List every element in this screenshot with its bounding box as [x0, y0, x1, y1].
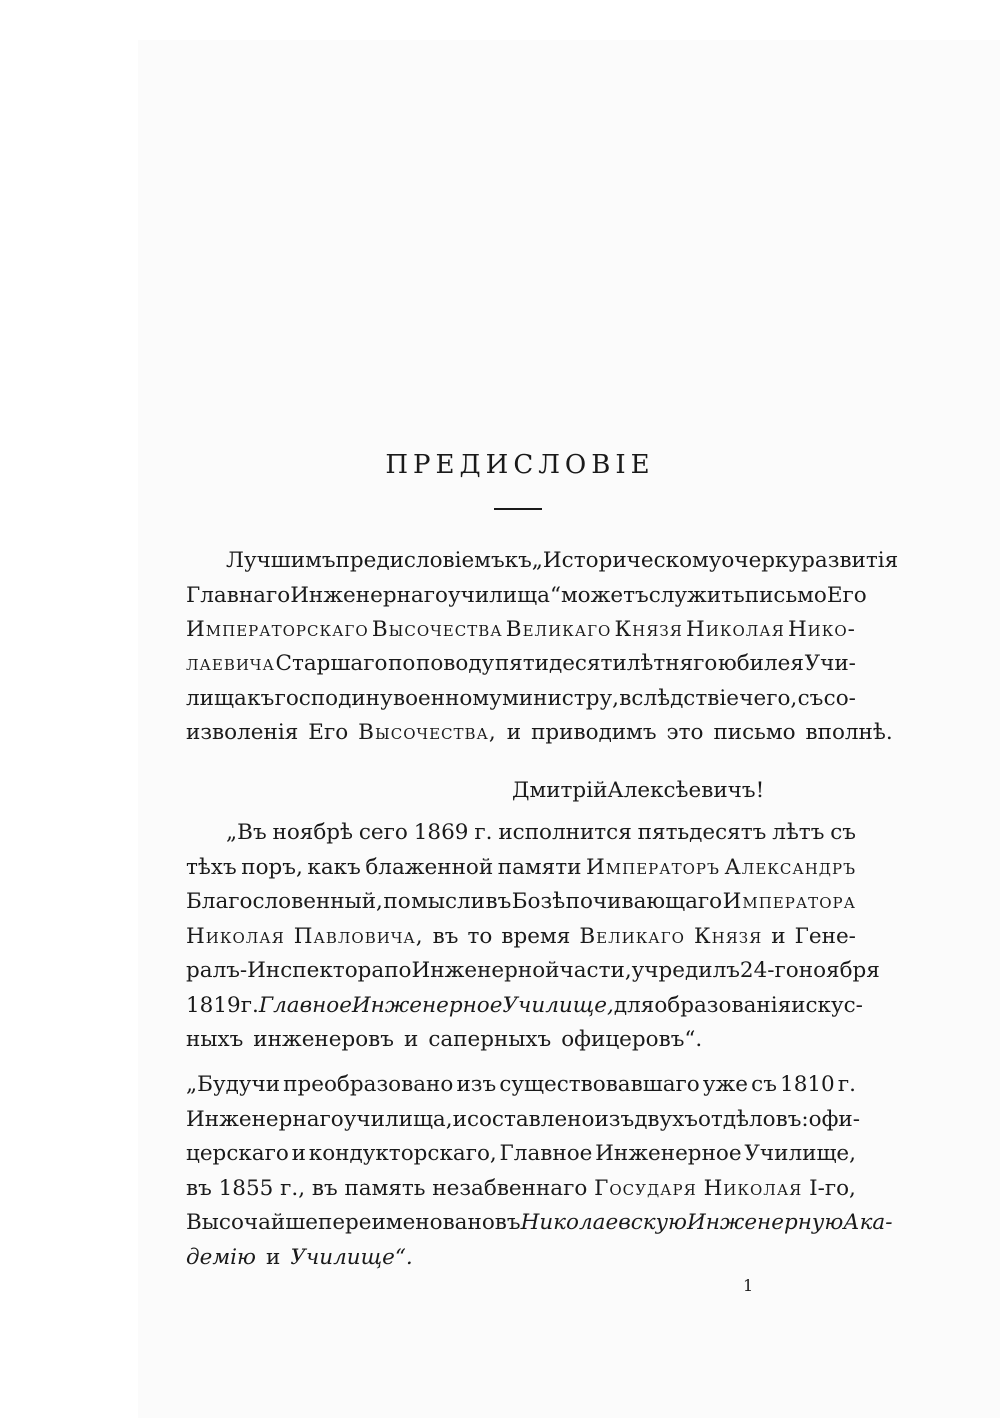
word: по: [384, 958, 412, 983]
text-line: [226, 820, 856, 846]
text-line: [186, 924, 856, 950]
word: господину: [274, 686, 393, 711]
word: саперныхъ: [428, 1027, 552, 1052]
word: Училище“.: [290, 1245, 413, 1270]
word: Главное: [499, 1141, 593, 1166]
word: къ: [247, 686, 275, 711]
word: Ака-: [843, 1210, 893, 1235]
word: Учи-: [804, 651, 856, 676]
text-line: [186, 958, 880, 984]
word: Главное: [258, 993, 352, 1018]
word: „Въ: [226, 820, 267, 845]
word: Князя: [614, 617, 683, 642]
word: очерку: [721, 548, 802, 573]
word: ралъ-Инспектора: [186, 958, 385, 983]
word: 1855: [218, 1176, 274, 1201]
word: сего: [358, 820, 408, 845]
text-line: [186, 889, 856, 915]
word: г.: [474, 820, 493, 845]
word: Инженерную: [686, 1210, 844, 1235]
word: преобразовано: [283, 1072, 454, 1097]
word: ноября: [798, 958, 880, 983]
text-line: [186, 1107, 861, 1133]
word: поръ,: [241, 855, 303, 880]
word: письмо: [713, 720, 796, 745]
word: блаженной: [365, 855, 494, 880]
word: изволенія: [186, 720, 299, 745]
word: служить: [648, 583, 745, 608]
word: Дмитрій: [512, 778, 608, 803]
word: Училище,: [502, 993, 614, 1018]
word: Николая: [686, 617, 785, 642]
word: по: [388, 651, 416, 676]
word: съ: [751, 1072, 777, 1097]
word: Старшаго: [275, 651, 388, 676]
word: Высочайше: [186, 1210, 318, 1235]
text-line: [186, 1176, 856, 1202]
word: Лучшимъ: [226, 548, 336, 573]
word: и: [771, 924, 786, 949]
word: ноябрѣ: [272, 820, 354, 845]
word: предисловіемъ: [335, 548, 505, 573]
word: съ: [830, 820, 856, 845]
word: Высочества,: [358, 720, 497, 745]
word: развитія: [801, 548, 899, 573]
word: уже: [702, 1072, 749, 1097]
word: изъ: [456, 1072, 497, 1097]
word: составлено: [466, 1107, 595, 1132]
text-line: [186, 1072, 856, 1098]
word: по: [383, 889, 411, 914]
word: письмо: [744, 583, 827, 608]
word: Александръ: [724, 855, 856, 880]
word: въ: [311, 1176, 338, 1201]
word: двухъ: [634, 1107, 698, 1132]
word: 1810: [780, 1072, 835, 1097]
word: память: [344, 1176, 426, 1201]
word: существовавшаго: [499, 1072, 700, 1097]
word: Государя: [594, 1176, 697, 1201]
word: 24-го: [739, 958, 799, 983]
word: Инженерное: [351, 993, 503, 1018]
word: Главнаго: [186, 583, 291, 608]
word: въ: [494, 1210, 521, 1235]
page-title: ПРЕДИСЛОВІЕ: [385, 450, 655, 480]
word: офи-: [808, 1107, 861, 1132]
word: Великаго: [505, 617, 612, 642]
word: незабвеннаго: [432, 1176, 588, 1201]
text-line: [186, 1141, 856, 1167]
word: со-: [823, 686, 856, 711]
word: Императоръ: [586, 855, 720, 880]
word: и: [291, 1141, 306, 1166]
word: тѣхъ: [186, 855, 237, 880]
word: офицеровъ“.: [561, 1027, 703, 1052]
word: инженеровъ: [253, 1027, 394, 1052]
word: время: [501, 924, 571, 949]
word: памяти: [497, 855, 582, 880]
word: Николая: [186, 924, 285, 949]
word: вслѣдствіе: [619, 686, 739, 711]
word: какъ: [307, 855, 361, 880]
text-line: [186, 855, 856, 881]
word: кондукторскаго,: [308, 1141, 497, 1166]
word: г.: [837, 1072, 856, 1097]
word: Благословенный,: [186, 889, 383, 914]
word: мысли: [411, 889, 485, 914]
word: то: [467, 924, 493, 949]
word: Алексѣевичъ!: [607, 778, 765, 803]
word: переименовано: [317, 1210, 495, 1235]
word: и: [506, 720, 522, 745]
word: образованія: [654, 993, 792, 1018]
text-line: [186, 686, 856, 712]
word: Бозѣ: [511, 889, 566, 914]
word: училища,: [343, 1107, 453, 1132]
text-line: [186, 1210, 893, 1236]
text-line: [186, 651, 856, 677]
word: для: [613, 993, 655, 1018]
word: Его: [826, 583, 867, 608]
word: Инженерной: [411, 958, 560, 983]
word: и: [452, 1107, 467, 1132]
text-line: [226, 548, 899, 574]
word: Его: [308, 720, 349, 745]
word: лаевича: [186, 651, 275, 676]
word: г.: [240, 993, 259, 1018]
word: Инженерное: [595, 1141, 742, 1166]
word: министру,: [502, 686, 619, 711]
word: изъ: [594, 1107, 635, 1132]
word: Гене-: [794, 924, 856, 949]
word: къ: [504, 548, 532, 573]
word: чего,: [739, 686, 798, 711]
word: съ: [797, 686, 824, 711]
word: училища“: [447, 583, 561, 608]
word: и: [403, 1027, 419, 1052]
text-line: [186, 617, 856, 643]
word: военному: [392, 686, 502, 711]
word: г.,: [280, 1176, 306, 1201]
word: Николаевскую: [520, 1210, 687, 1235]
word: Высочества: [371, 617, 503, 642]
word: I-го,: [809, 1176, 856, 1201]
text-line: [186, 1027, 856, 1053]
word: Инженернаго: [290, 583, 448, 608]
word: въ: [186, 1176, 212, 1201]
word: Князя: [693, 924, 763, 949]
word: пятьдесятъ: [637, 820, 767, 845]
word: Училище,: [744, 1141, 856, 1166]
word: 1869: [413, 820, 469, 845]
word: лѣтъ: [772, 820, 825, 845]
word: ныхъ: [186, 1027, 244, 1052]
word: „Историческому: [531, 548, 722, 573]
word: почивающаго: [565, 889, 723, 914]
word: и: [265, 1245, 281, 1270]
word: въ: [432, 924, 459, 949]
word: это: [666, 720, 704, 745]
word: Николая: [703, 1176, 803, 1201]
word: искус-: [791, 993, 863, 1018]
word: можетъ: [560, 583, 649, 608]
word: 1819: [186, 993, 241, 1018]
word: церскаго: [186, 1141, 289, 1166]
word: приводимъ: [531, 720, 657, 745]
word: исполнится: [498, 820, 632, 845]
text-line: [186, 993, 863, 1019]
word: „Будучи: [186, 1072, 281, 1097]
word: Павловича,: [293, 924, 424, 949]
text-line: [186, 1245, 856, 1271]
word: лища: [186, 686, 247, 711]
text-line: [186, 583, 867, 609]
word: Инженернаго: [186, 1107, 344, 1132]
word: учредилъ: [631, 958, 740, 983]
word: Нико-: [787, 617, 856, 642]
text-line: [186, 720, 893, 746]
word: части,: [559, 958, 632, 983]
word: пятидесятилѣтняго: [494, 651, 718, 676]
word: поводу: [416, 651, 495, 676]
word: демію: [186, 1245, 256, 1270]
word: отдѣловъ:: [697, 1107, 809, 1132]
word: Великаго: [579, 924, 685, 949]
word: юбилея: [718, 651, 804, 676]
word: Императорскаго: [186, 617, 369, 642]
word: вполнѣ.: [805, 720, 893, 745]
text-line: [512, 778, 764, 804]
word: Императора: [722, 889, 856, 914]
page-number: 1: [743, 1276, 754, 1295]
title-rule: [494, 508, 542, 510]
word: въ: [485, 889, 512, 914]
